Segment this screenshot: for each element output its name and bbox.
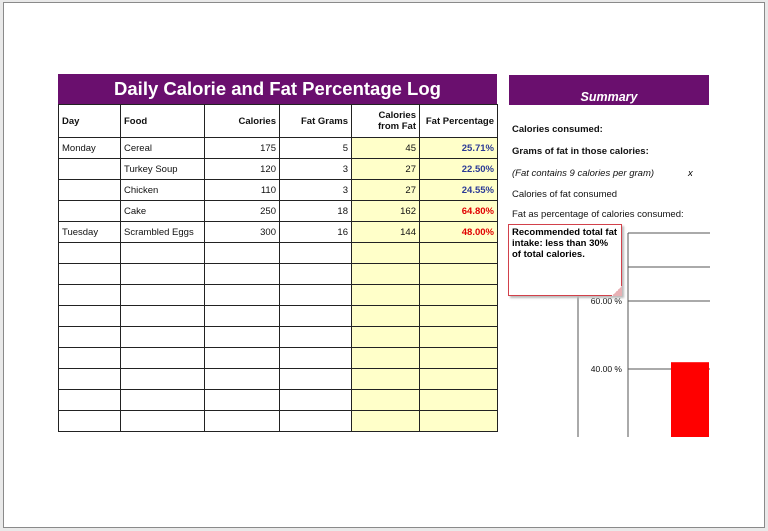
empty-cell[interactable] [59, 285, 121, 306]
calorie-log-table [58, 104, 498, 432]
empty-row [59, 369, 498, 390]
empty-cell[interactable] [205, 369, 280, 390]
empty-cell[interactable] [59, 348, 121, 369]
empty-cell[interactable] [280, 327, 352, 348]
empty-cell[interactable] [352, 411, 420, 432]
fat-percentage-label: Fat as percentage of calories consumed: [512, 209, 684, 220]
log-body [59, 138, 498, 432]
empty-cell[interactable] [280, 390, 352, 411]
empty-cell[interactable] [205, 327, 280, 348]
cell-calories[interactable]: 250 [205, 201, 280, 222]
header-row [59, 105, 498, 138]
cell-calories[interactable]: 110 [205, 180, 280, 201]
bar [671, 362, 709, 437]
cell-calories[interactable]: 175 [205, 138, 280, 159]
empty-cell[interactable] [420, 348, 498, 369]
cell-fat-percentage[interactable]: 24.55% [420, 180, 498, 201]
empty-cell[interactable] [352, 327, 420, 348]
table-row [59, 159, 498, 180]
empty-row [59, 264, 498, 285]
empty-cell[interactable] [420, 243, 498, 264]
cell-calories-from-fat[interactable]: 27 [352, 159, 420, 180]
header-food[interactable]: Food [121, 105, 205, 138]
empty-row [59, 411, 498, 432]
empty-cell[interactable] [121, 369, 205, 390]
header-calories-from-fat[interactable]: Calories from Fat [352, 105, 420, 138]
tick-label: 60.00 % [590, 296, 622, 306]
empty-row [59, 306, 498, 327]
tick-label: 40.00 % [590, 364, 622, 374]
empty-cell[interactable] [280, 411, 352, 432]
cell-fat-grams[interactable]: 5 [280, 138, 352, 159]
empty-cell[interactable] [352, 369, 420, 390]
empty-cell[interactable] [121, 390, 205, 411]
cell-fat-percentage[interactable]: 22.50% [420, 159, 498, 180]
cell-day[interactable]: Monday [59, 138, 121, 159]
cell-calories-from-fat[interactable]: 162 [352, 201, 420, 222]
cell-calories-from-fat[interactable]: 144 [352, 222, 420, 243]
table-row [59, 222, 498, 243]
cell-fat-percentage[interactable]: 48.00% [420, 222, 498, 243]
table-row [59, 138, 498, 159]
cell-calories-from-fat[interactable]: 45 [352, 138, 420, 159]
empty-cell[interactable] [352, 285, 420, 306]
empty-row [59, 243, 498, 264]
header-fat-grams[interactable]: Fat Grams [280, 105, 352, 138]
empty-cell[interactable] [352, 264, 420, 285]
log-title [58, 74, 497, 104]
empty-cell[interactable] [280, 243, 352, 264]
empty-cell[interactable] [352, 306, 420, 327]
cell-fat-grams[interactable]: 3 [280, 159, 352, 180]
empty-cell[interactable] [59, 390, 121, 411]
cell-food[interactable]: Scrambled Eggs [121, 222, 205, 243]
cell-food[interactable]: Cereal [121, 138, 205, 159]
empty-cell[interactable] [121, 348, 205, 369]
empty-cell[interactable] [59, 243, 121, 264]
log-title-text: Daily Calorie and Fat Percentage Log [114, 78, 441, 99]
cell-food[interactable]: Turkey Soup [121, 159, 205, 180]
empty-cell[interactable] [205, 306, 280, 327]
empty-cell[interactable] [121, 411, 205, 432]
callout-fold [612, 286, 622, 296]
header-calories[interactable]: Calories [205, 105, 280, 138]
cell-day[interactable] [59, 180, 121, 201]
empty-cell[interactable] [205, 264, 280, 285]
empty-cell[interactable] [205, 243, 280, 264]
empty-cell[interactable] [280, 264, 352, 285]
empty-cell[interactable] [59, 264, 121, 285]
cell-fat-grams[interactable]: 18 [280, 201, 352, 222]
empty-cell[interactable] [352, 348, 420, 369]
empty-cell[interactable] [420, 411, 498, 432]
cell-day[interactable] [59, 159, 121, 180]
cell-food[interactable]: Cake [121, 201, 205, 222]
empty-cell[interactable] [420, 285, 498, 306]
table-row [59, 201, 498, 222]
empty-cell[interactable] [420, 390, 498, 411]
empty-cell[interactable] [205, 390, 280, 411]
empty-cell[interactable] [352, 390, 420, 411]
empty-cell[interactable] [420, 327, 498, 348]
empty-cell[interactable] [121, 306, 205, 327]
cell-food[interactable]: Chicken [121, 180, 205, 201]
empty-cell[interactable] [420, 306, 498, 327]
cell-day[interactable] [59, 201, 121, 222]
cell-fat-percentage[interactable]: 25.71% [420, 138, 498, 159]
table-row [59, 180, 498, 201]
empty-cell[interactable] [59, 369, 121, 390]
empty-cell[interactable] [205, 285, 280, 306]
recommendation-callout [508, 224, 622, 296]
grams-of-fat-label: Grams of fat in those calories: [512, 146, 649, 157]
fat-note: (Fat contains 9 calories per gram) [512, 168, 655, 179]
cell-fat-grams[interactable]: 3 [280, 180, 352, 201]
empty-row [59, 285, 498, 306]
empty-cell[interactable] [280, 306, 352, 327]
callout-text: Recommended total fat intake: less than 30% of total calories. [512, 227, 618, 260]
empty-cell[interactable] [352, 243, 420, 264]
empty-cell[interactable] [280, 348, 352, 369]
empty-cell[interactable] [205, 348, 280, 369]
empty-row [59, 327, 498, 348]
header-day[interactable]: Day [59, 105, 121, 138]
summary-title: Summary [580, 90, 638, 104]
empty-row [59, 348, 498, 369]
empty-cell[interactable] [420, 369, 498, 390]
empty-cell[interactable] [121, 243, 205, 264]
cell-fat-grams[interactable]: 16 [280, 222, 352, 243]
summary-header [509, 75, 709, 105]
empty-cell[interactable] [121, 327, 205, 348]
cell-calories-from-fat[interactable]: 27 [352, 180, 420, 201]
cell-fat-percentage[interactable]: 64.80% [420, 201, 498, 222]
cell-calories[interactable]: 300 [205, 222, 280, 243]
cell-day[interactable]: Tuesday [59, 222, 121, 243]
cell-calories[interactable]: 120 [205, 159, 280, 180]
empty-cell[interactable] [205, 411, 280, 432]
empty-cell[interactable] [121, 285, 205, 306]
empty-cell[interactable] [280, 285, 352, 306]
empty-cell[interactable] [59, 306, 121, 327]
empty-cell[interactable] [121, 264, 205, 285]
calories-consumed-label: Calories consumed: [512, 124, 603, 135]
calories-of-fat-label: Calories of fat consumed [512, 189, 618, 200]
header-fat-percentage[interactable]: Fat Percentage [420, 105, 498, 138]
empty-cell[interactable] [420, 264, 498, 285]
fat-note-mark: x [688, 168, 693, 179]
empty-cell[interactable] [59, 411, 121, 432]
empty-row [59, 390, 498, 411]
empty-cell[interactable] [280, 369, 352, 390]
empty-cell[interactable] [59, 327, 121, 348]
